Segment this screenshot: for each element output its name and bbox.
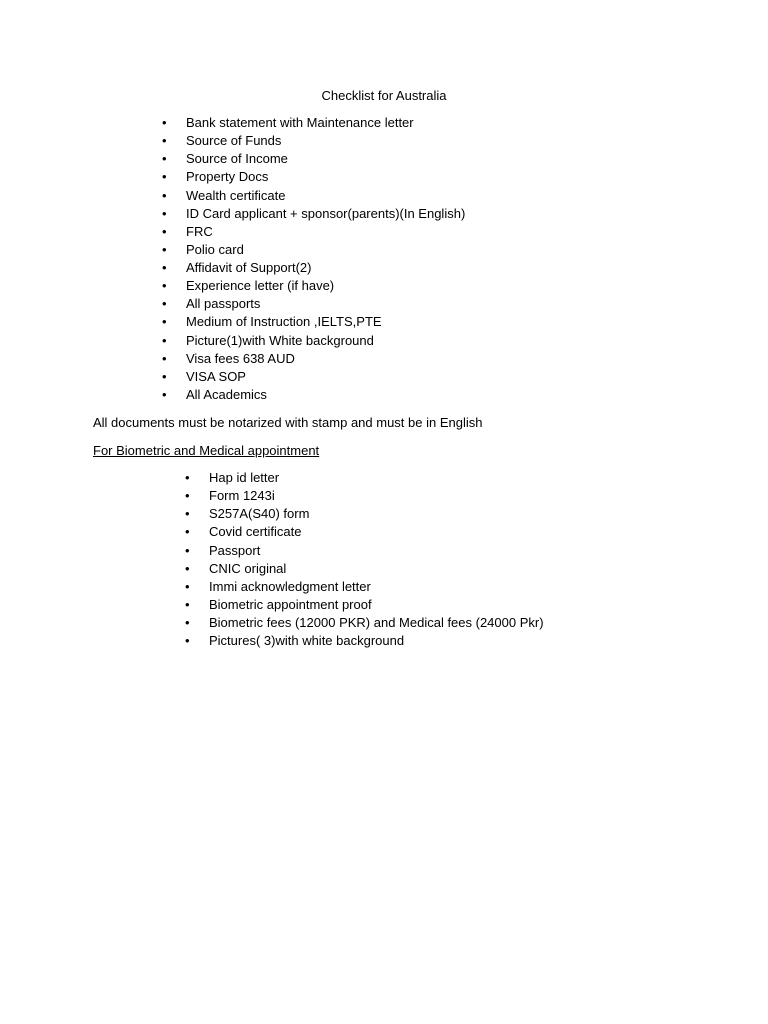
list-item-text: Hap id letter — [209, 470, 280, 485]
list-item-text: CNIC original — [209, 560, 287, 576]
list-item — [162, 386, 465, 404]
bullet-icon: • — [162, 278, 167, 294]
list-item-text: Immi acknowledgment letter — [209, 578, 371, 594]
list-item-text: Biometric appointment proof — [209, 596, 372, 612]
list-item — [162, 350, 465, 368]
list-item — [185, 542, 544, 560]
bullet-icon: • — [185, 633, 190, 649]
bullet-icon: • — [162, 368, 167, 384]
bullet-icon: • — [185, 615, 190, 630]
bullet-icon: • — [162, 350, 167, 366]
bullet-icon: • — [162, 296, 167, 312]
biometric-medical-checklist — [185, 469, 544, 650]
list-item-text: S257A(S40) form — [209, 506, 310, 522]
bullet-icon: • — [185, 596, 190, 612]
bullet-icon: • — [162, 314, 167, 330]
list-item — [185, 487, 544, 505]
bullet-icon: • — [162, 386, 167, 402]
list-item — [162, 223, 465, 241]
bullet-icon: • — [162, 205, 167, 221]
list-item — [185, 560, 544, 578]
bullet-icon: • — [162, 241, 167, 257]
list-item — [185, 469, 544, 487]
list-item-text: FRC — [186, 223, 213, 239]
list-item-text: Picture(1)with White background — [186, 332, 374, 348]
list-item-text: Source of Income — [186, 151, 288, 167]
list-item-text: All passports — [186, 296, 261, 312]
list-item — [185, 614, 544, 632]
bullet-icon: • — [185, 578, 190, 594]
list-item — [162, 295, 465, 313]
list-item-text: Property Docs — [186, 169, 269, 185]
list-item — [162, 368, 465, 386]
document-title: Checklist for Australia — [321, 88, 447, 103]
bullet-icon: • — [185, 506, 190, 522]
australia-checklist — [162, 114, 465, 404]
list-item — [185, 505, 544, 523]
list-item — [162, 132, 465, 150]
list-item — [162, 187, 465, 205]
list-item — [185, 578, 544, 596]
bullet-icon: • — [185, 524, 190, 540]
list-item-text: Medium of Instruction ,IELTS,PTE — [186, 314, 382, 330]
bullet-icon: • — [162, 151, 167, 167]
list-item-text: Passport — [209, 542, 261, 558]
list-item — [162, 277, 465, 295]
list-item-text: Form 1243i — [209, 488, 275, 504]
list-item — [185, 632, 544, 650]
list-item — [162, 313, 465, 331]
bullet-icon: • — [185, 542, 190, 558]
bullet-icon: • — [162, 133, 167, 149]
bullet-icon: • — [185, 560, 190, 576]
bullet-icon: • — [162, 115, 167, 130]
list-item-text: Experience letter (if have) — [186, 278, 335, 294]
list-item-text: Source of Funds — [186, 133, 282, 149]
list-item — [162, 150, 465, 168]
bullet-icon: • — [185, 488, 190, 504]
notarization-note: All documents must be notarized with stamp and must be in English — [93, 415, 483, 430]
bullet-icon: • — [162, 223, 167, 239]
list-item-text: VISA SOP — [186, 368, 246, 384]
list-item-text: All Academics — [186, 386, 267, 402]
bullet-icon: • — [162, 260, 167, 275]
list-item — [162, 114, 465, 132]
list-item-text: Affidavit of Support(2) — [186, 260, 312, 275]
bullet-icon: • — [162, 187, 167, 203]
list-item — [185, 523, 544, 541]
list-item-text: Pictures( 3)with white background — [209, 633, 405, 649]
bullet-icon: • — [162, 169, 167, 185]
list-item-text: Bank statement with Maintenance letter — [186, 115, 414, 130]
list-item — [185, 596, 544, 614]
list-item-text: Visa fees 638 AUD — [186, 350, 295, 366]
list-item — [162, 168, 465, 186]
bullet-icon: • — [162, 332, 167, 348]
list-item-text: Wealth certificate — [186, 187, 286, 203]
list-item — [162, 241, 465, 259]
list-item — [162, 259, 465, 277]
biometric-medical-heading: For Biometric and Medical appointment — [93, 443, 320, 458]
bullet-icon: • — [185, 470, 190, 485]
list-item-text: Polio card — [186, 241, 244, 257]
list-item — [162, 205, 465, 223]
list-item — [162, 332, 465, 350]
list-item-text: ID Card applicant + sponsor(parents)(In English) — [186, 205, 466, 221]
list-item-text: Covid certificate — [209, 524, 302, 540]
list-item-text: Biometric fees (12000 PKR) and Medical fees (24000 Pkr) — [209, 615, 544, 630]
